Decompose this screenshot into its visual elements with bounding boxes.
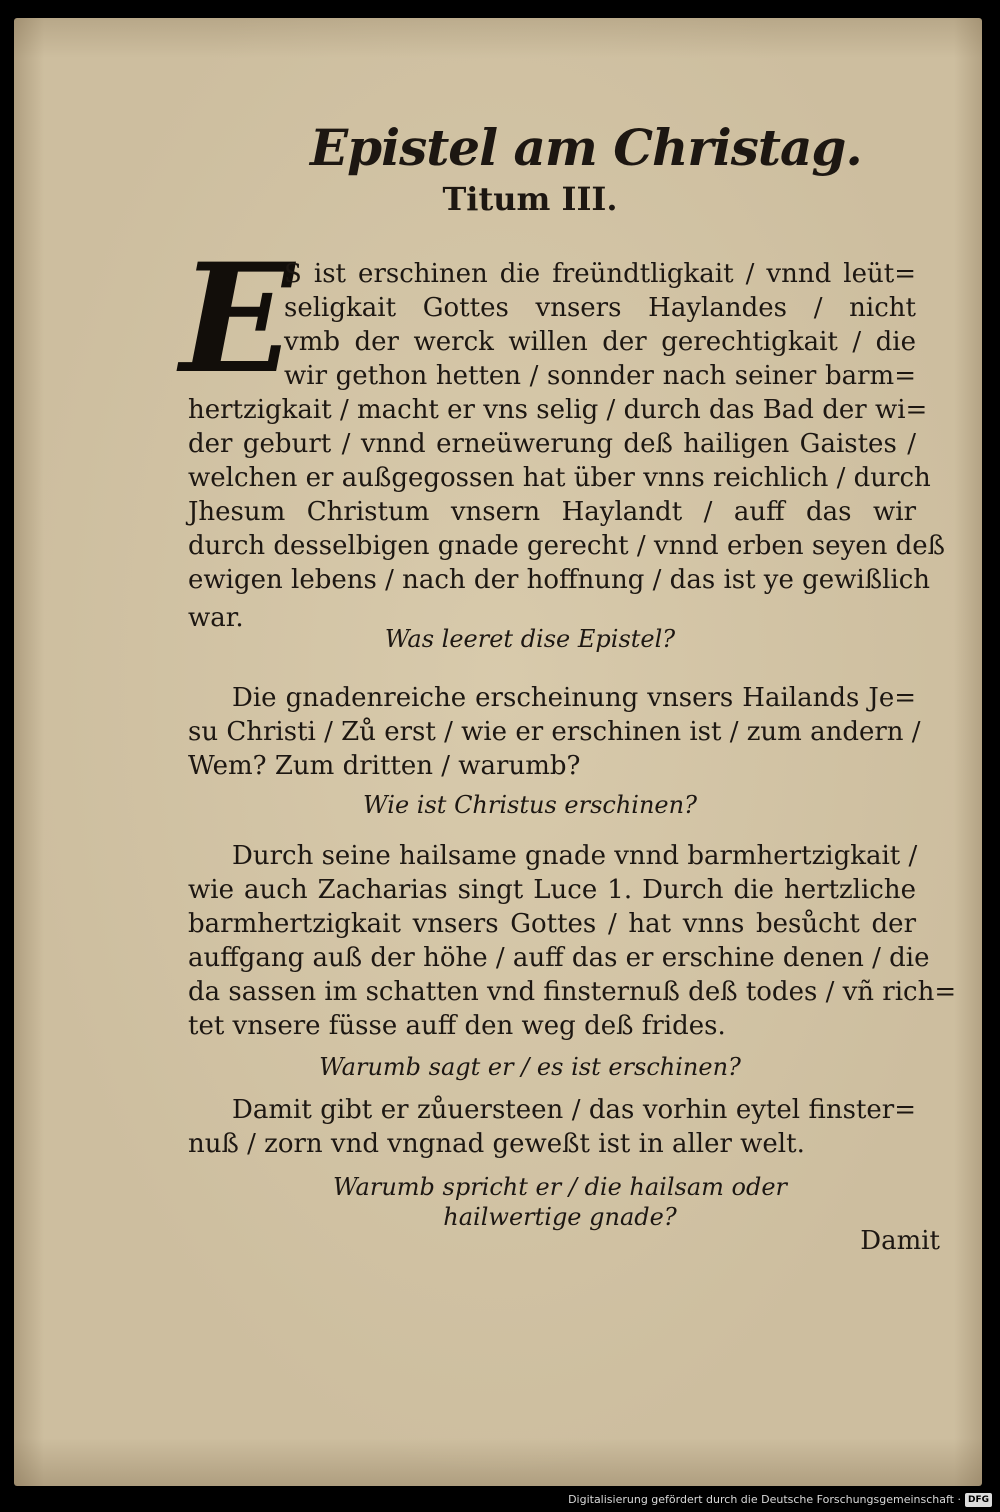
body-line: su Christi / Zů erst / wie er erschinen ist / zum andern /	[188, 717, 921, 747]
body-line: war.	[188, 603, 244, 633]
body-line: ewigen lebens / nach der hoffnung / das ist ye gewißlich	[188, 565, 931, 595]
page-subtitle: Titum III.	[442, 180, 618, 218]
digitization-footer	[560, 1490, 992, 1510]
body-line: S ist erschinen die freündtligkait / vnnd leüt=	[284, 259, 916, 289]
body-line: Durch seine hailsame gnade vnnd barmhertzigkait /	[232, 841, 918, 871]
body-line: Damit gibt er zůuersteen / das vorhin eytel finster=	[232, 1095, 916, 1125]
decorated-initial: E	[180, 231, 295, 407]
section-heading: Warumb spricht er / die hailsam oder	[332, 1173, 788, 1201]
section-heading: Warumb sagt er / es ist erschinen?	[319, 1053, 741, 1081]
section-heading: hailwertige gnade?	[443, 1203, 677, 1231]
body-line: der geburt / vnnd erneüwerung deß hailigen Gaistes /	[188, 429, 916, 459]
page-title: Epistel am Christag.	[310, 118, 862, 177]
body-line: seligkait Gottes vnsers Haylandes / nicht	[284, 293, 916, 323]
body-line: durch desselbigen gnade gerecht / vnnd erben seyen deß	[188, 531, 946, 561]
dfg-logo: DFG	[965, 1493, 992, 1507]
body-line: da sassen im schatten vnd finsternuß deß todes / vñ rich=	[188, 977, 957, 1007]
body-line: vmb der werck willen der gerechtigkait / die	[284, 327, 916, 357]
body-line: auffgang auß der höhe / auff das er erschine denen / die	[188, 943, 930, 973]
body-line: Jhesum Christum vnsern Haylandt / auff das wir	[188, 497, 916, 527]
body-line: Wem? Zum dritten / warumb?	[188, 751, 581, 781]
body-line: Die gnadenreiche erscheinung vnsers Hailands Je=	[232, 683, 916, 713]
body-line: wir gethon hetten / sonnder nach seiner barm=	[284, 361, 916, 391]
section-heading: Was leeret dise Epistel?	[384, 625, 676, 653]
body-line: hertzigkait / macht er vns selig / durch das Bad der wi=	[188, 395, 928, 425]
body-line: barmhertzigkait vnsers Gottes / hat vnns besůcht der	[188, 909, 916, 939]
body-line: wie auch Zacharias singt Luce 1. Durch die hertzliche	[188, 875, 916, 905]
section-heading: Wie ist Christus erschinen?	[363, 791, 697, 819]
catchword: Damit	[860, 1226, 940, 1256]
body-line: nuß / zorn vnd vngnad geweßt ist in aller welt.	[188, 1129, 805, 1159]
body-line: tet vnsere füsse auff den weg deß frides.	[188, 1011, 726, 1041]
footer-text: Digitalisierung gefördert durch die Deutsche Forschungsgemeinschaft ·	[568, 1493, 961, 1506]
body-line: welchen er außgegossen hat über vnns reichlich / durch	[188, 463, 931, 493]
